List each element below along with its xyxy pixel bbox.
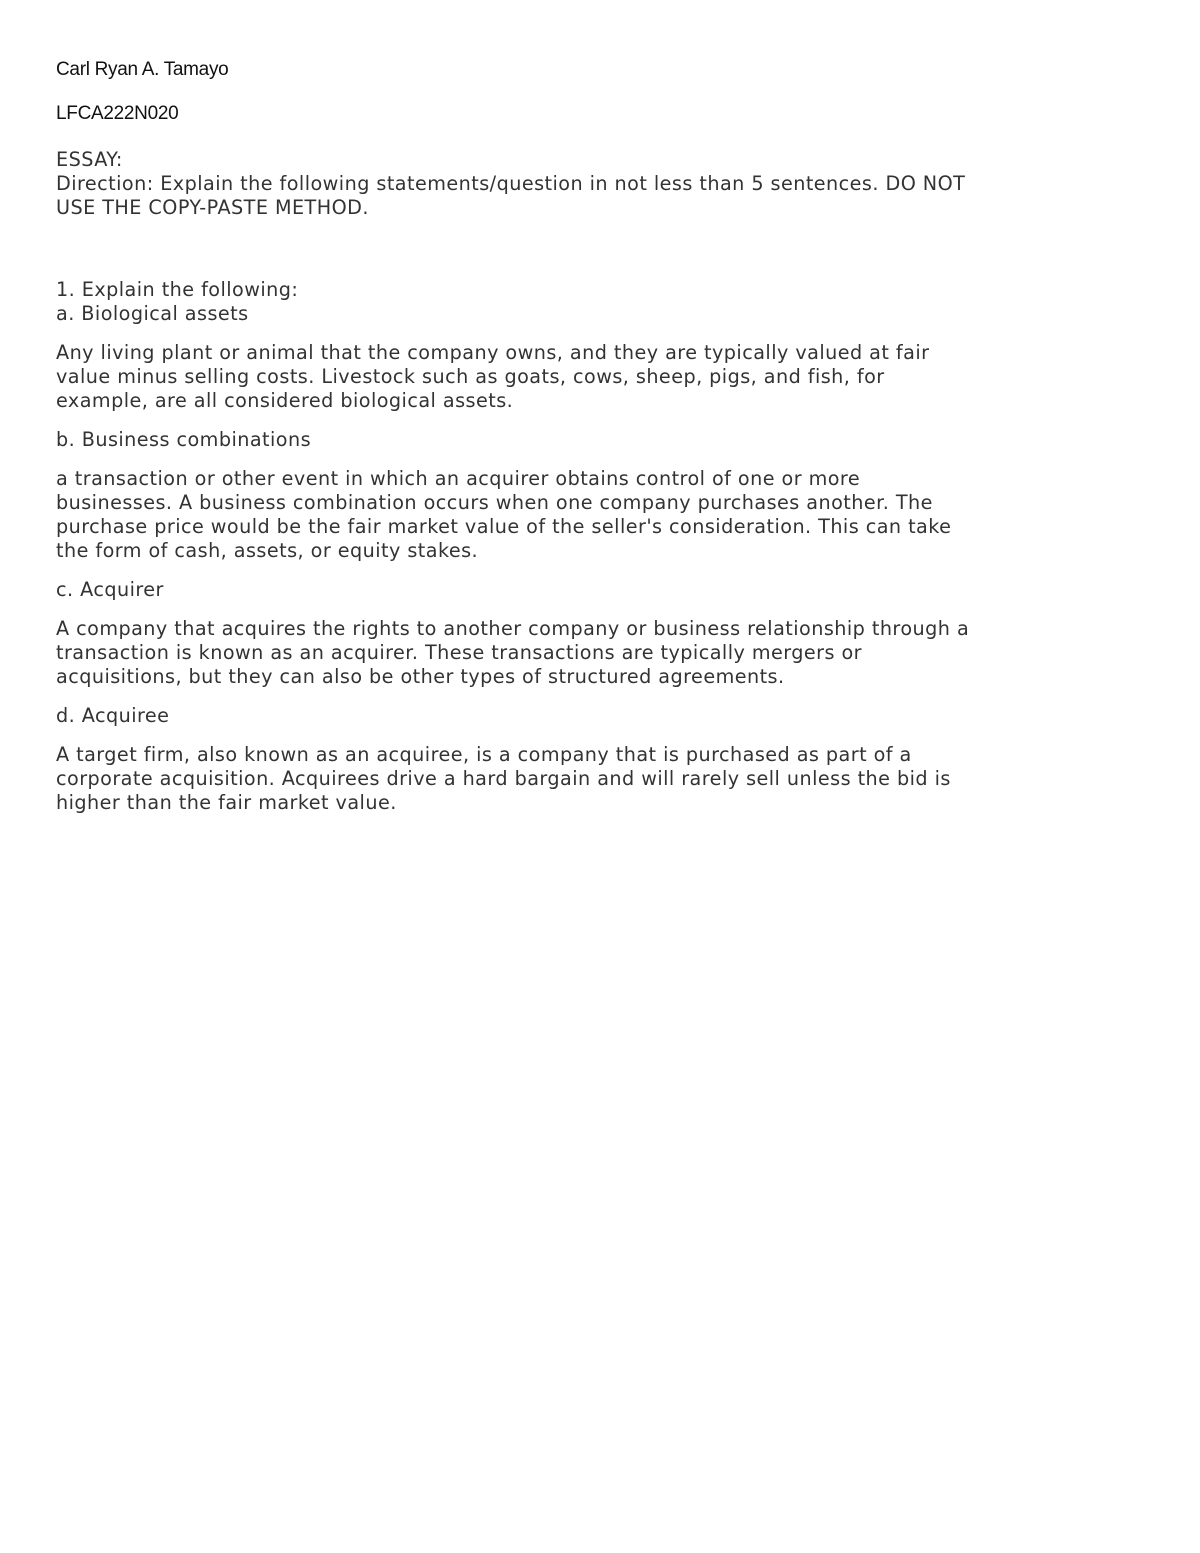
answer-line: corporate acquisition. Acquirees drive a hard bargain and will rarely sell unless the bid is [56, 767, 951, 790]
answer-line: A company that acquires the rights to another company or business relationship through a [56, 617, 970, 640]
answer-business-combinations [56, 467, 1156, 563]
answer-line: A target firm, also known as an acquiree, is a company that is purchased as part of a [56, 743, 912, 766]
student-name: Carl Ryan A. Tamayo [56, 59, 229, 80]
direction-line: USE THE COPY-PASTE METHOD. [56, 196, 369, 219]
answer-line: acquisitions, but they can also be other types of structured agreements. [56, 665, 785, 688]
question-prompt: 1. Explain the following: [56, 278, 299, 301]
answer-line: a transaction or other event in which an acquirer obtains control of one or more [56, 467, 861, 490]
item-heading-biological-assets: a. Biological assets [56, 302, 249, 325]
answer-line: the form of cash, assets, or equity stakes. [56, 539, 479, 562]
item-heading-acquiree: d. Acquiree [56, 704, 170, 727]
answer-line: value minus selling costs. Livestock such as goats, cows, sheep, pigs, and fish, for [56, 365, 885, 388]
essay-label: ESSAY: [56, 148, 123, 171]
answer-line: businesses. A business combination occurs when one company purchases another. The [56, 491, 933, 514]
answer-line: Any living plant or animal that the company owns, and they are typically valued at fair [56, 341, 930, 364]
item-heading-business-combinations: b. Business combinations [56, 428, 312, 451]
answer-acquiree [56, 743, 1156, 815]
answer-line: transaction is known as an acquirer. These transactions are typically mergers or [56, 641, 862, 664]
answer-line: purchase price would be the fair market value of the seller's consideration. This can take [56, 515, 952, 538]
answer-acquirer [56, 617, 1156, 689]
student-id: LFCA222N020 [56, 103, 179, 124]
answer-line: example, are all considered biological assets. [56, 389, 514, 412]
item-heading-acquirer: c. Acquirer [56, 578, 164, 601]
direction-text [56, 172, 1156, 220]
document-body [56, 58, 1156, 815]
answer-biological-assets [56, 341, 1156, 413]
direction-line: Direction: Explain the following statements/question in not less than 5 sentences. DO NOT [56, 172, 966, 195]
answer-line: higher than the fair market value. [56, 791, 397, 814]
